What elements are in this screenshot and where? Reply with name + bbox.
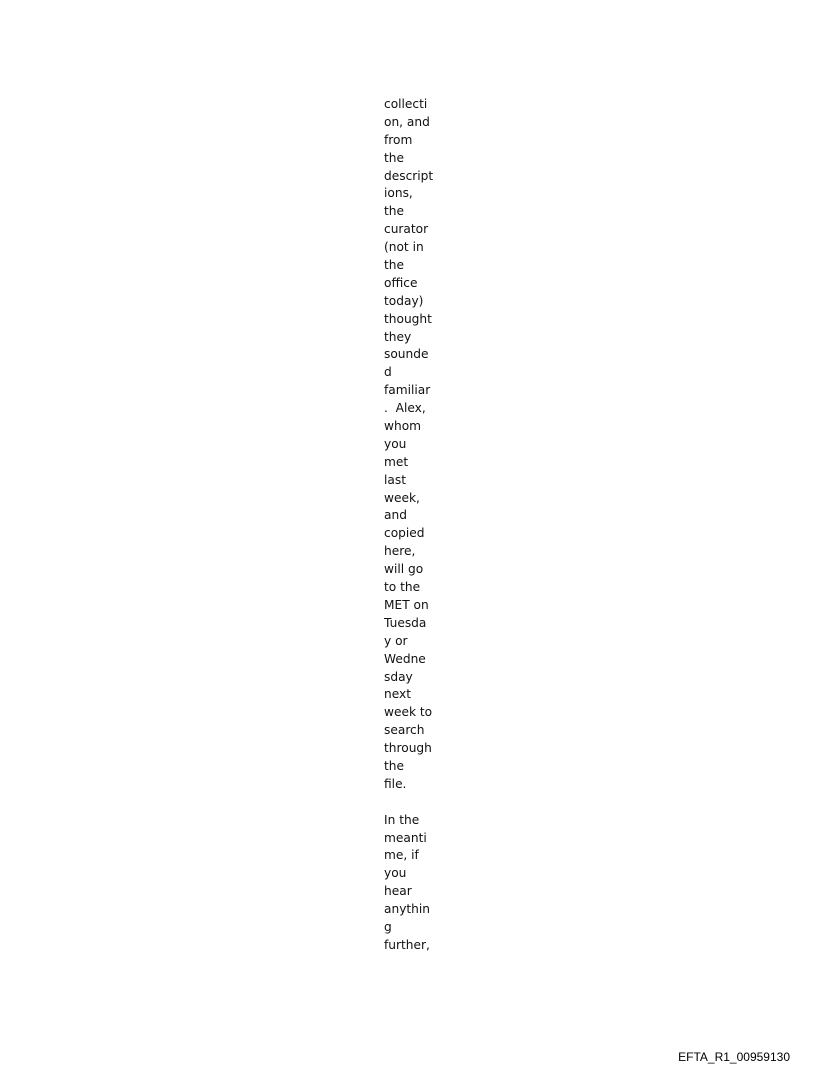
text-line: d (384, 365, 392, 380)
text-line: anythin (384, 902, 431, 917)
text-line: familiar (384, 383, 431, 398)
text-line: hear (384, 884, 412, 899)
paragraph-spacer (384, 794, 444, 812)
document-id-footer: EFTA_R1_00959130 (678, 1050, 790, 1064)
text-line: y or (384, 633, 408, 648)
text-line: sday (384, 669, 413, 684)
text-line: further, (384, 937, 430, 952)
text-line: last (384, 472, 406, 487)
text-line: the (384, 258, 405, 273)
text-line: me, if (384, 848, 419, 863)
text-line: g (384, 919, 392, 934)
text-line: you (384, 866, 407, 881)
text-line: . Alex, (384, 401, 426, 416)
text-line: sounde (384, 347, 429, 362)
text-line: copied (384, 526, 425, 541)
email-body-column (384, 96, 444, 955)
text-line: to the (384, 580, 421, 595)
text-line: you (384, 436, 407, 451)
text-line: the (384, 758, 405, 773)
text-line: here, (384, 544, 416, 559)
text-line: meanti (384, 830, 427, 845)
text-line: search (384, 723, 425, 738)
text-line: MET on (384, 597, 429, 612)
text-line: today) (384, 293, 424, 308)
text-line: Tuesda (384, 615, 427, 630)
text-line: curator (384, 222, 429, 237)
text-line: ions, (384, 186, 413, 201)
text-line: on, and (384, 114, 430, 129)
text-line: they (384, 329, 412, 344)
text-line: and (384, 508, 407, 523)
text-line: through (384, 741, 432, 756)
text-line: the (384, 204, 405, 219)
text-line: file. (384, 776, 407, 791)
paragraph-2 (384, 812, 444, 955)
text-line: collecti (384, 97, 428, 111)
text-line: from (384, 132, 413, 147)
text-line: office (384, 275, 418, 290)
text-line: whom (384, 419, 422, 434)
text-line: met (384, 454, 409, 469)
text-line: Wedne (384, 651, 426, 666)
text-line: week to (384, 705, 433, 720)
text-line: the (384, 150, 405, 165)
text-line: next (384, 687, 411, 702)
text-line: descript (384, 168, 434, 183)
text-line: week, (384, 490, 420, 505)
text-line: thought (384, 311, 432, 326)
text-line: In the (384, 812, 420, 827)
paragraph-1 (384, 96, 444, 794)
text-line: (not in (384, 240, 424, 255)
text-line: will go (384, 562, 424, 577)
